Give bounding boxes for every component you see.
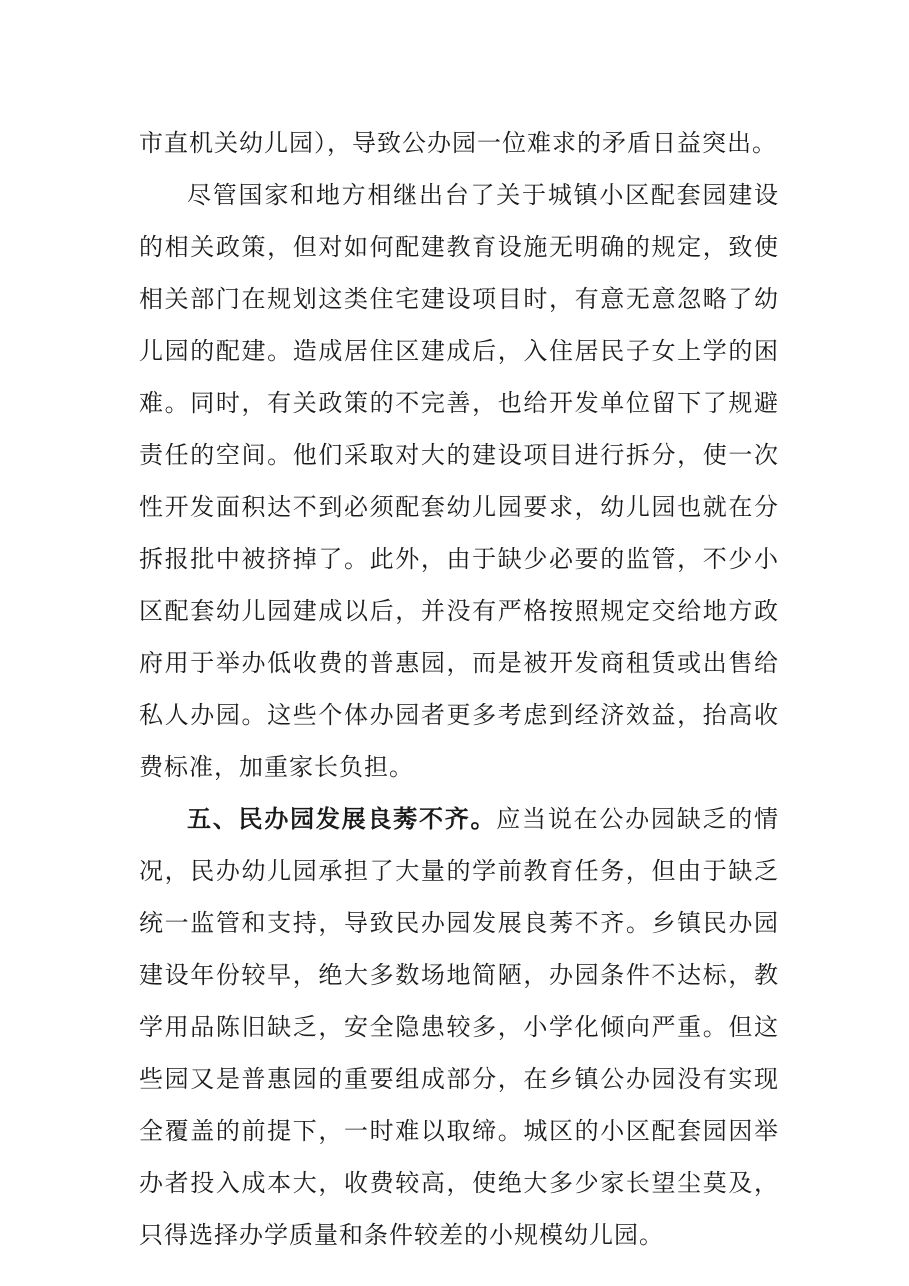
text-line: 办者投入成本大，收费较高，使绝大多少家长望尘莫及， bbox=[139, 1169, 779, 1197]
text-line: 难。同时，有关政策的不完善，也给开发单位留下了规避 bbox=[139, 389, 779, 417]
text-line: 况，民办幼儿园承担了大量的学前教育任务，但由于缺乏 bbox=[139, 857, 779, 885]
heading-line-rest: 应当说在公办园缺乏的情 bbox=[496, 805, 780, 833]
text-line: 统一监管和支持，导致民办园发展良莠不齐。乡镇民办园 bbox=[139, 909, 779, 937]
text-line: 区配套幼儿园建成以后，并没有严格按照规定交给地方政 bbox=[139, 597, 779, 625]
text-line: 建设年份较早，绝大多数场地简陋，办园条件不达标，教 bbox=[139, 961, 779, 989]
text-line: 费标准，加重家长负担。 bbox=[139, 753, 414, 781]
paragraph-continuation bbox=[139, 117, 779, 169]
text-line: 儿园的配建。造成居住区建成后，入住居民子女上学的困 bbox=[139, 337, 779, 365]
paragraph-private-kindergartens bbox=[139, 793, 779, 1261]
text-line: 的相关政策，但对如何配建教育设施无明确的规定，致使 bbox=[139, 233, 779, 261]
text-line: 尽管国家和地方相继出台了关于城镇小区配套园建设 bbox=[187, 181, 779, 209]
text-line: 相关部门在规划这类住宅建设项目时，有意无意忽略了幼 bbox=[139, 285, 779, 313]
text-line: 私人办园。这些个体办园者更多考虑到经济效益，抬高收 bbox=[139, 701, 779, 729]
document-body bbox=[139, 117, 779, 1261]
text-line bbox=[139, 793, 779, 845]
text-line: 学用品陈旧缺乏，安全隐患较多，小学化倾向严重。但这 bbox=[139, 1013, 779, 1041]
text-line: 市直机关幼儿园），导致公办园一位难求的矛盾日益突出。 bbox=[139, 129, 777, 157]
text-line: 府用于举办低收费的普惠园，而是被开发商租赁或出售给 bbox=[139, 649, 779, 677]
section-heading: 五、民办园发展良莠不齐。 bbox=[187, 804, 497, 833]
text-line: 责任的空间。他们采取对大的建设项目进行拆分，使一次 bbox=[139, 441, 779, 469]
text-line: 只得选择办学质量和条件较差的小规模幼儿园。 bbox=[139, 1221, 664, 1249]
paragraph-policy-gaps bbox=[139, 169, 779, 793]
text-line: 些园又是普惠园的重要组成部分，在乡镇公办园没有实现 bbox=[139, 1065, 779, 1093]
text-line: 性开发面积达不到必须配套幼儿园要求，幼儿园也就在分 bbox=[139, 493, 779, 521]
text-line: 全覆盖的前提下，一时难以取缔。城区的小区配套园因举 bbox=[139, 1117, 779, 1145]
text-line: 拆报批中被挤掉了。此外，由于缺少必要的监管，不少小 bbox=[139, 545, 779, 573]
